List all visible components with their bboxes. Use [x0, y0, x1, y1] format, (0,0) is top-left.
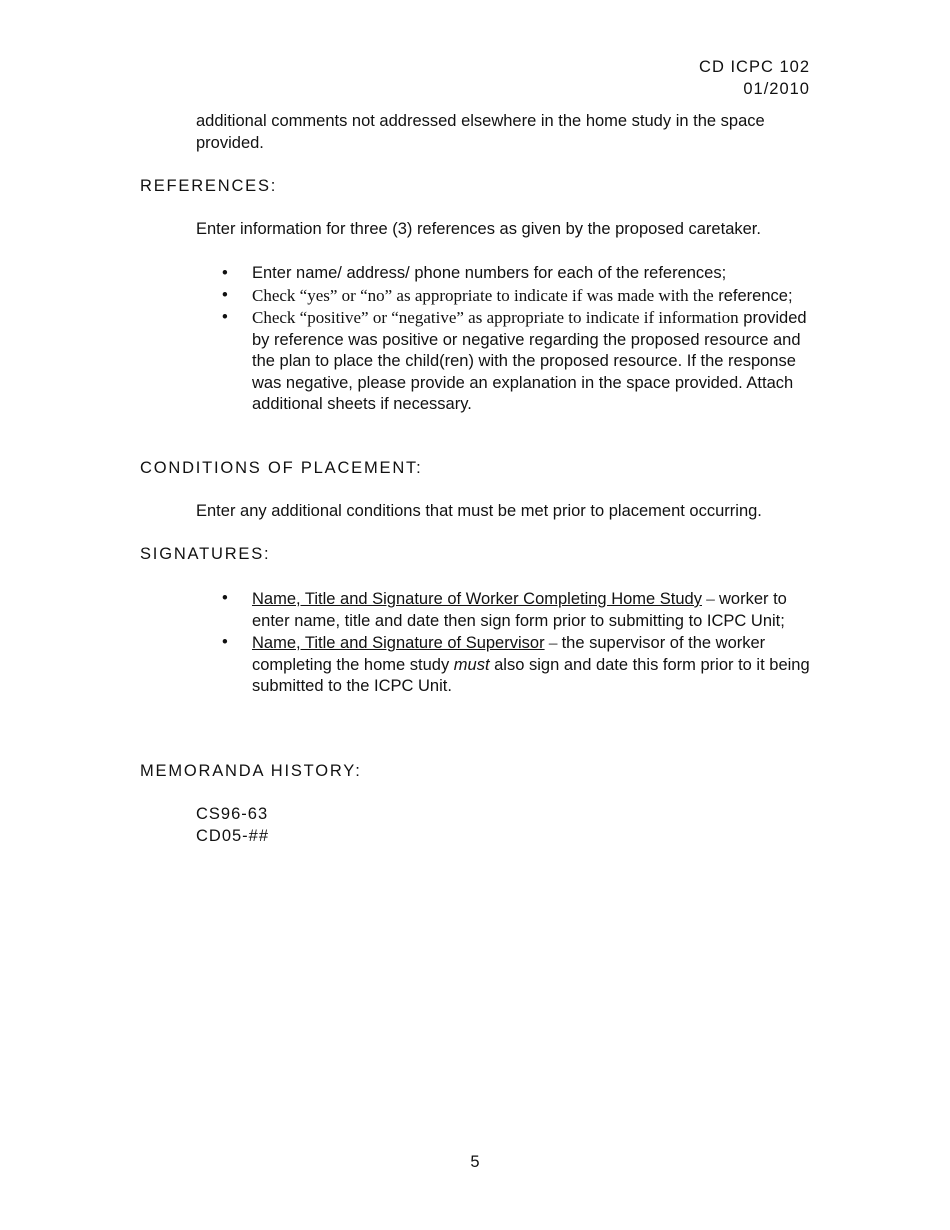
- reference-bullet-check-yes-no: Check “yes” or “no” as appropriate to indicate if was made with the: [252, 285, 714, 305]
- dash: –: [702, 589, 719, 608]
- supervisor-signature-text-a: the supervisor of the worker completing the home study: [252, 634, 766, 674]
- list-item: [196, 588, 816, 632]
- form-id: CD ICPC 102: [699, 58, 810, 76]
- conditions-text: Enter any additional conditions that must be met prior to placement occurring.: [196, 502, 762, 520]
- supervisor-signature-label: Name, Title and Signature of Supervisor: [252, 634, 545, 652]
- signatures-list: [196, 588, 816, 698]
- reference-bullet-check-positive: Check “positive” or “negative” as appropriate to indicate if information: [252, 308, 739, 327]
- supervisor-signature-emphasis: must: [453, 655, 490, 674]
- worker-signature-text: worker to enter name, title and date then sign form prior to submitting to ICPC Unit;: [252, 590, 787, 630]
- page-number: 5: [470, 1153, 480, 1171]
- memoranda-item: CS96-63: [196, 805, 269, 823]
- reference-bullet-check-yes-no-rest: reference;: [718, 286, 793, 305]
- memoranda-item: CD05-##: [196, 826, 270, 845]
- reference-bullet-contact: Enter name/ address/ phone numbers for each of the references;: [252, 264, 727, 282]
- form-header: [699, 57, 810, 100]
- memoranda-heading: MEMORANDA HISTORY:: [140, 762, 362, 780]
- worker-signature-label: Name, Title and Signature of Worker Completing Home Study: [252, 590, 702, 608]
- reference-bullet-check-positive-rest: provided by reference was positive or negative regarding the proposed resource and the plan to place the child(ren) with the proposed resource. If the response was negative, please provide an explanation in the space provided. Attach additional sheets if necessary.: [252, 309, 807, 413]
- list-item: [196, 307, 816, 416]
- references-intro: Enter information for three (3) references as given by the proposed caretaker.: [196, 220, 761, 238]
- list-item: [196, 263, 816, 285]
- list-item: [196, 285, 816, 308]
- memoranda-list: [196, 804, 816, 847]
- intro-continuation: additional comments not addressed elsewhere in the home study in the space provided.: [196, 112, 765, 152]
- list-item: [196, 632, 816, 698]
- signatures-heading: SIGNATURES:: [140, 545, 271, 563]
- conditions-heading: CONDITIONS OF PLACEMENT:: [140, 459, 423, 477]
- dash: –: [544, 633, 562, 652]
- references-list: [196, 263, 816, 416]
- supervisor-signature-text-b: also sign and date this form prior to it being submitted to the ICPC Unit.: [252, 655, 810, 695]
- form-date: 01/2010: [743, 79, 810, 98]
- references-heading: REFERENCES:: [140, 177, 278, 195]
